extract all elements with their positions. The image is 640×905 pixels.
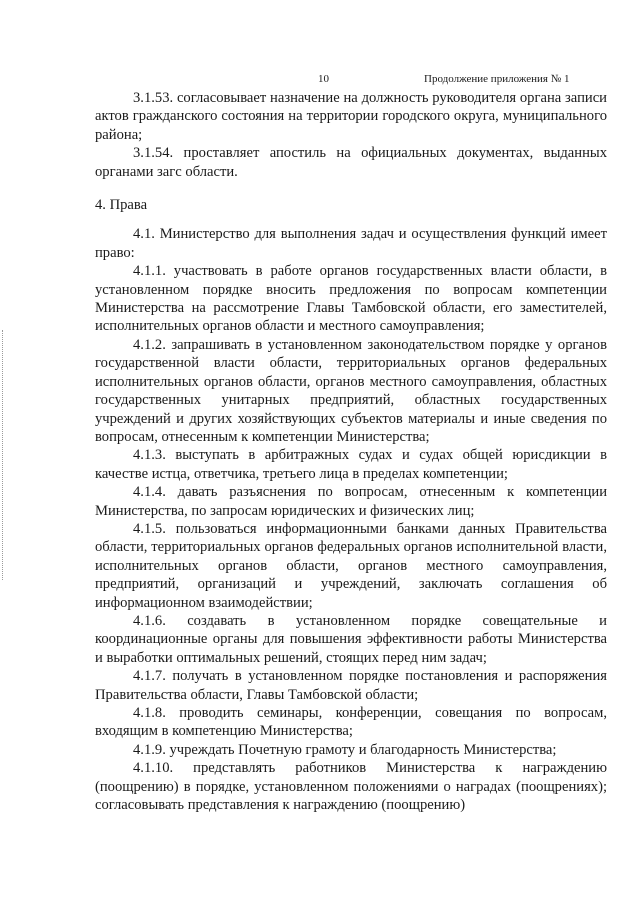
paragraph-3-1-53: 3.1.53. согласовывает назначение на должность руководителя органа записи актов гражданского состояния на территории городского округа, муниципального района; <box>95 90 607 143</box>
document-body <box>95 89 607 814</box>
scan-margin-mark <box>2 330 8 580</box>
paragraph-4-1-5: 4.1.5. пользоваться информационными банками данных Правительства области, территориальных органов федеральных органов исполнительной власти, исполнительных органов области, органов местного самоуправления, предприятий, организаций и учреждений, заключать соглашения об информационном взаимодействии; <box>95 520 607 611</box>
appendix-continuation-label: Продолжение приложения № 1 <box>424 73 570 85</box>
paragraph-3-1-54: 3.1.54. проставляет апостиль на официальных документах, выданных органами загс области. <box>95 145 607 180</box>
paragraph-4-1-4: 4.1.4. давать разъяснения по вопросам, отнесенным к компетенции Министерства, по запросам юридических и физических лиц; <box>95 484 607 519</box>
page-number: 10 <box>318 73 329 85</box>
section-title: 4. Права <box>95 197 148 214</box>
paragraph-4-1-9: 4.1.9. учреждать Почетную грамоту и благодарность Министерства; <box>133 741 557 758</box>
paragraph-4-1: 4.1. Министерство для выполнения задач и осуществления функций имеет право: <box>95 226 607 261</box>
paragraph-4-1-3: 4.1.3. выступать в арбитражных судах и судах общей юрисдикции в качестве истца, ответчика, третьего лица в пределах компетенции; <box>95 447 607 482</box>
paragraph-4-1-10: 4.1.10. представлять работников Министерства к награждению (поощрению) в порядке, установленном положениями о наградах (поощрениях); согласовывать представления к награждению (поощрению) <box>95 760 607 814</box>
paragraph-4-1-6: 4.1.6. создавать в установленном порядке совещательные и координационные органы для повышения эффективности работы Министерства и выработки оптимальных решений, стоящих перед ним задач; <box>95 612 607 666</box>
paragraph-4-1-1: 4.1.1. участвовать в работе органов государственных власти области, в установленном порядке вносить предложения по вопросам компетенции Министерства на рассмотрение Главы Тамбовской области, его заместителей, исполнительных органов области и местного самоуправления; <box>95 263 607 335</box>
paragraph-4-1-8: 4.1.8. проводить семинары, конференции, совещания по вопросам, входящим в компетенцию Министерства; <box>95 705 607 740</box>
paragraph-4-1-2: 4.1.2. запрашивать в установленном законодательством порядке у органов государственной власти области, территориальных органов федеральных исполнительных органов области, органов местного самоуправления, областных государственных унитарных предприятий, областных государственных учреждений и других хозяйствующих субъектов материалы и иные сведения по вопросам, отнесенным к компетенции Министерства; <box>95 336 607 445</box>
paragraph-4-1-7: 4.1.7. получать в установленном порядке постановления и распоряжения Правительства области, Главы Тамбовской области; <box>95 668 607 703</box>
